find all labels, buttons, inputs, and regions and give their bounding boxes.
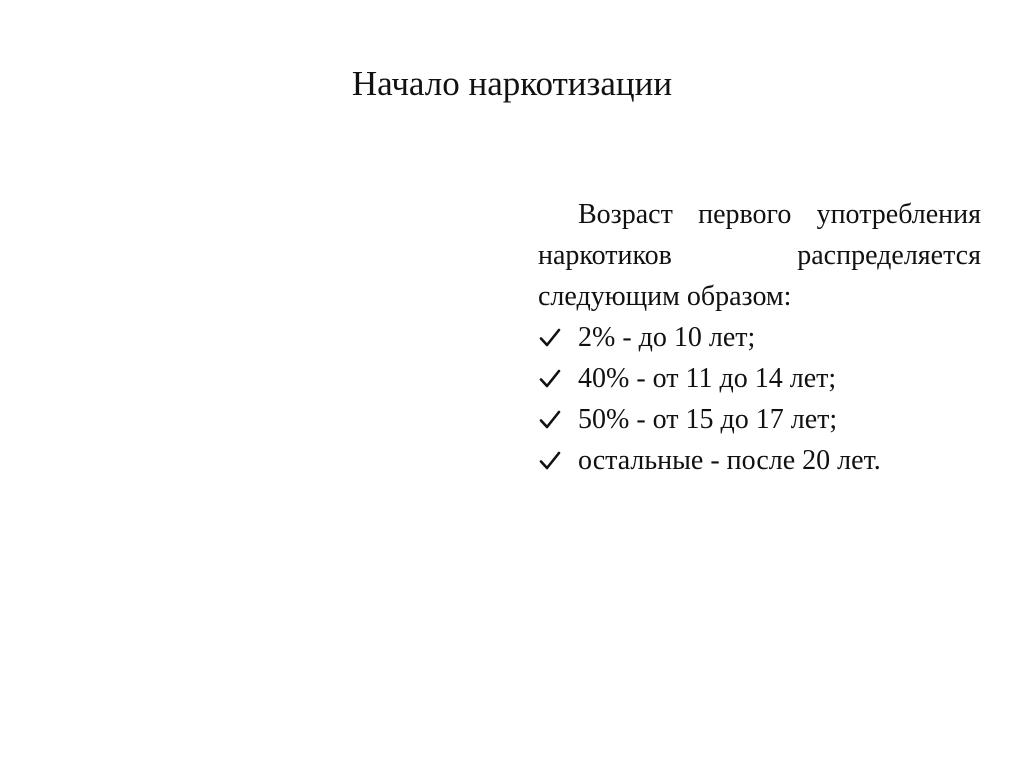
bullet-item <box>538 399 981 440</box>
bullet-list <box>538 317 981 481</box>
bullet-item <box>538 440 981 481</box>
check-icon <box>538 449 562 473</box>
intro-paragraph: Возраст первого употребления наркотиков распределяется следующим образом: <box>538 199 981 312</box>
bullet-text: 2% - до 10 лет; <box>578 322 756 353</box>
check-icon <box>538 326 562 350</box>
bullet-text: остальные - после 20 лет. <box>578 445 881 476</box>
check-icon <box>538 367 562 391</box>
bullet-item <box>538 317 981 358</box>
check-icon <box>538 408 562 432</box>
bullet-text: 40% - от 11 до 14 лет; <box>578 363 837 394</box>
bullet-item <box>538 358 981 399</box>
slide-title: Начало наркотизации <box>351 64 673 103</box>
bullet-text: 50% - от 15 до 17 лет; <box>578 404 838 435</box>
slide-content <box>538 194 981 481</box>
